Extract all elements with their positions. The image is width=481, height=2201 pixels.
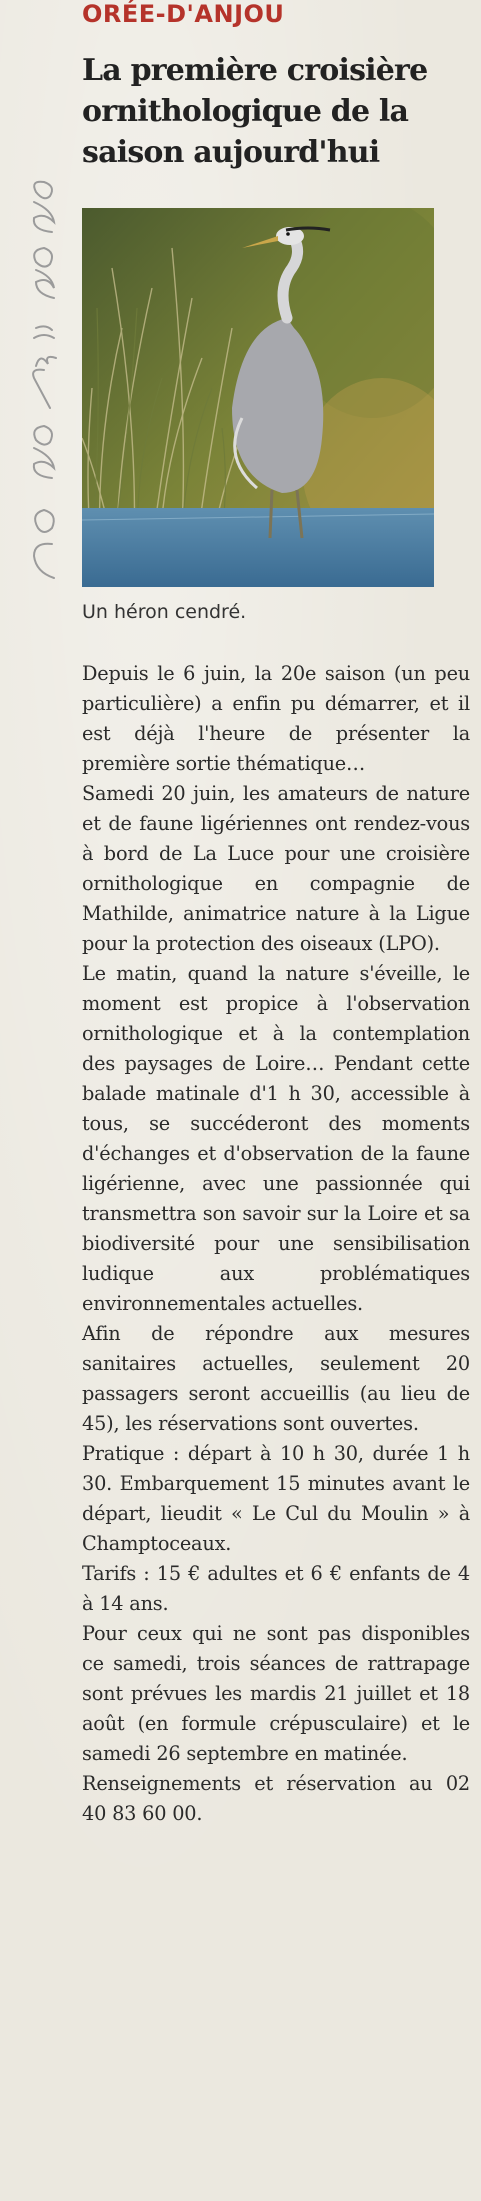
article-paragraph: Pour ceux qui ne sont pas disponibles ce samedi, trois séances de rattrapage sont prévues les mardis 21 juillet et 18 août (en formule crépusculaire) et le samedi 26 septembre en matinée. [82,1622,470,1765]
section-label: ORÉE-D'ANJOU [82,0,285,28]
article-paragraph: Renseignements et réservation au 02 40 83 60 00. [82,1772,470,1825]
article-paragraph: Tarifs : 15 € adultes et 6 € enfants de 4 à 14 ans. [82,1562,470,1615]
article-paragraph: Pratique : départ à 10 h 30, durée 1 h 30. Embarquement 15 minutes avant le départ, lieudit « Le Cul du Moulin » à Champtoceaux. [82,1442,470,1555]
article-paragraph: Afin de répondre aux mesures sanitaires actuelles, seulement 20 passagers seront accueillis (au lieu de 45), les réservations sont ouvertes. [82,1322,470,1435]
handwritten-date-note [14,178,74,598]
headline: La première croisière ornithologique de la saison aujourd'hui [82,53,428,170]
article-paragraph: Depuis le 6 juin, la 20e saison (un peu particulière) a enfin pu démarrer, et il est déjà l'heure de présenter la première sortie thématique… [82,662,470,775]
article-body [82,659,470,1829]
heron-photo [82,208,434,587]
article-paragraph: Samedi 20 juin, les amateurs de nature et de faune ligériennes ont rendez-vous à bord de La Luce pour une croisière ornithologique en compagnie de Mathilde, animatrice nature à la Ligue pour la protection des oiseaux (LPO). [82,782,470,955]
photo-caption: Un héron cendré. [82,601,247,623]
article-paragraph: Le matin, quand la nature s'éveille, le moment est propice à l'observation ornithologique et à la contemplation des paysages de Loire… Pendant cette balade matinale d'1 h 30, accessible à tous, se succéderont des moments d'échanges et d'observation de la faune ligérienne, avec une passionnée qui transmettra son savoir sur la Loire et sa biodiversité pour une sensibilisation ludique aux problématiques environnementales actuelles. [82,962,470,1315]
